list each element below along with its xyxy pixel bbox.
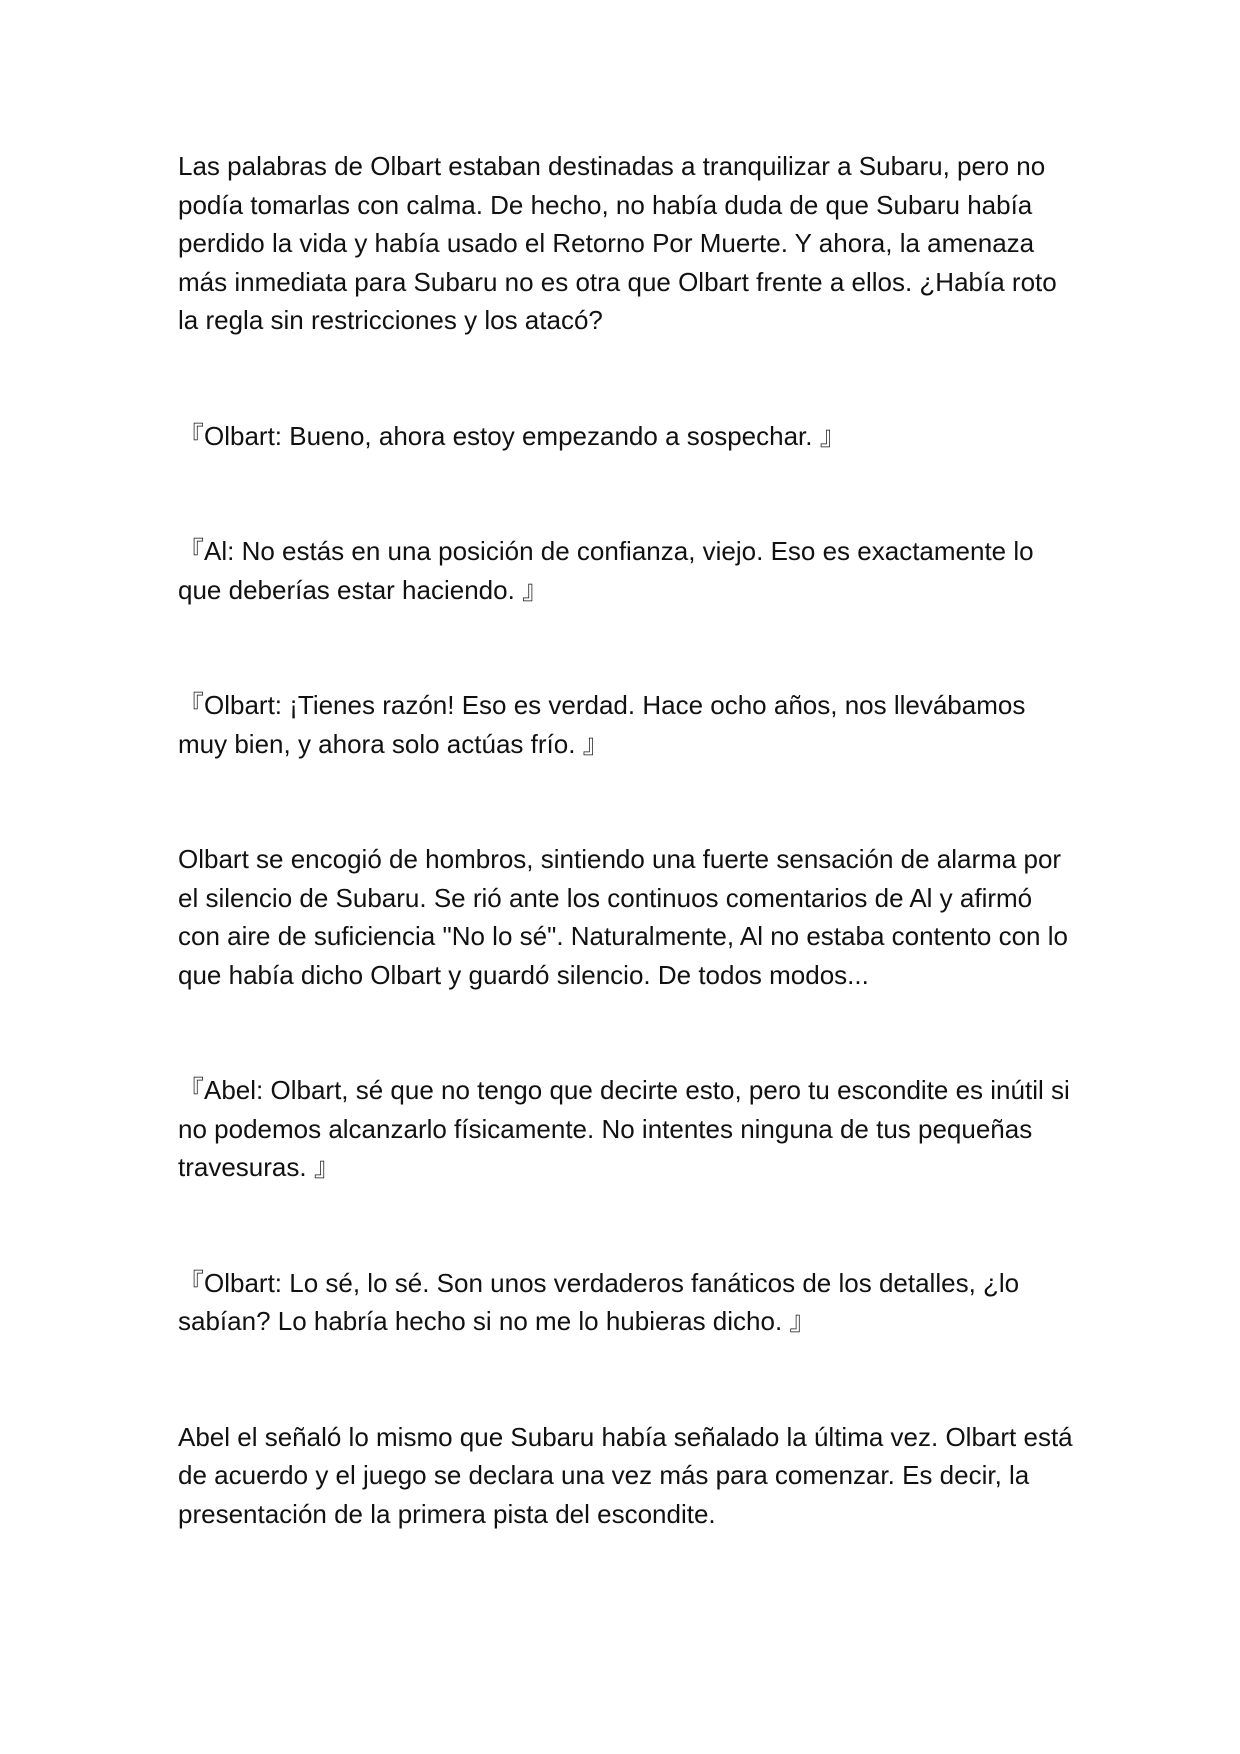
paragraph-gap [178,609,1078,686]
paragraph-narrative: Las palabras de Olbart estaban destinadas a tranquilizar a Subaru, pero no podía tomarlas con calma. De hecho, no había duda de que Subaru había perdido la vida y había usado el Retorno Por Muerte. Y ahora, la amenaza más inmediata para Subaru no es otra que Olbart frente a ellos. ¿Había roto la regla sin restricciones y los atacó? [178,151,1057,335]
paragraph-gap [178,1341,1078,1418]
paragraph-dialogue: 『Olbart: Lo sé, lo sé. Son unos verdaderos fanáticos de los detalles, ¿lo sabían? Lo habría hecho si no me lo hubieras dicho. 』 [178,1267,1020,1336]
paragraph-dialogue: 『Olbart: Bueno, ahora estoy empezando a sospechar. 』 [178,420,846,451]
paragraph-gap [178,994,1078,1071]
document-body [178,147,1078,1533]
paragraph-gap [178,455,1078,532]
paragraph-gap [178,1187,1078,1264]
paragraph-dialogue: 『Olbart: ¡Tienes razón! Eso es verdad. Hace ocho años, nos llevábamos muy bien, y ahora solo actúas frío. 』 [178,690,1026,759]
paragraph-narrative: Abel el señaló lo mismo que Subaru había señalado la última vez. Olbart está de acuerdo y el juego se declara una vez más para comenzar. Es decir, la presentación de la primera pista del escondite. [178,1421,1073,1529]
paragraph-dialogue: 『Abel: Olbart, sé que no tengo que decirte esto, pero tu escondite es inútil si no podemos alcanzarlo físicamente. No intentes ninguna de tus pequeñas travesuras. 』 [178,1075,1070,1182]
paragraph-gap [178,340,1078,417]
paragraph-narrative: Olbart se encogió de hombros, sintiendo una fuerte sensación de alarma por el silencio de Subaru. Se rió ante los continuos comentarios de Al y afirmó con aire de suficiencia "No lo sé". Naturalmente, Al no estaba contento con lo que había dicho Olbart y guardó silencio. De todos modos... [178,844,1068,990]
paragraph-dialogue: 『Al: No estás en una posición de confianza, viejo. Eso es exactamente lo que deberías estar haciendo. 』 [178,536,1034,605]
paragraph-gap [178,763,1078,840]
